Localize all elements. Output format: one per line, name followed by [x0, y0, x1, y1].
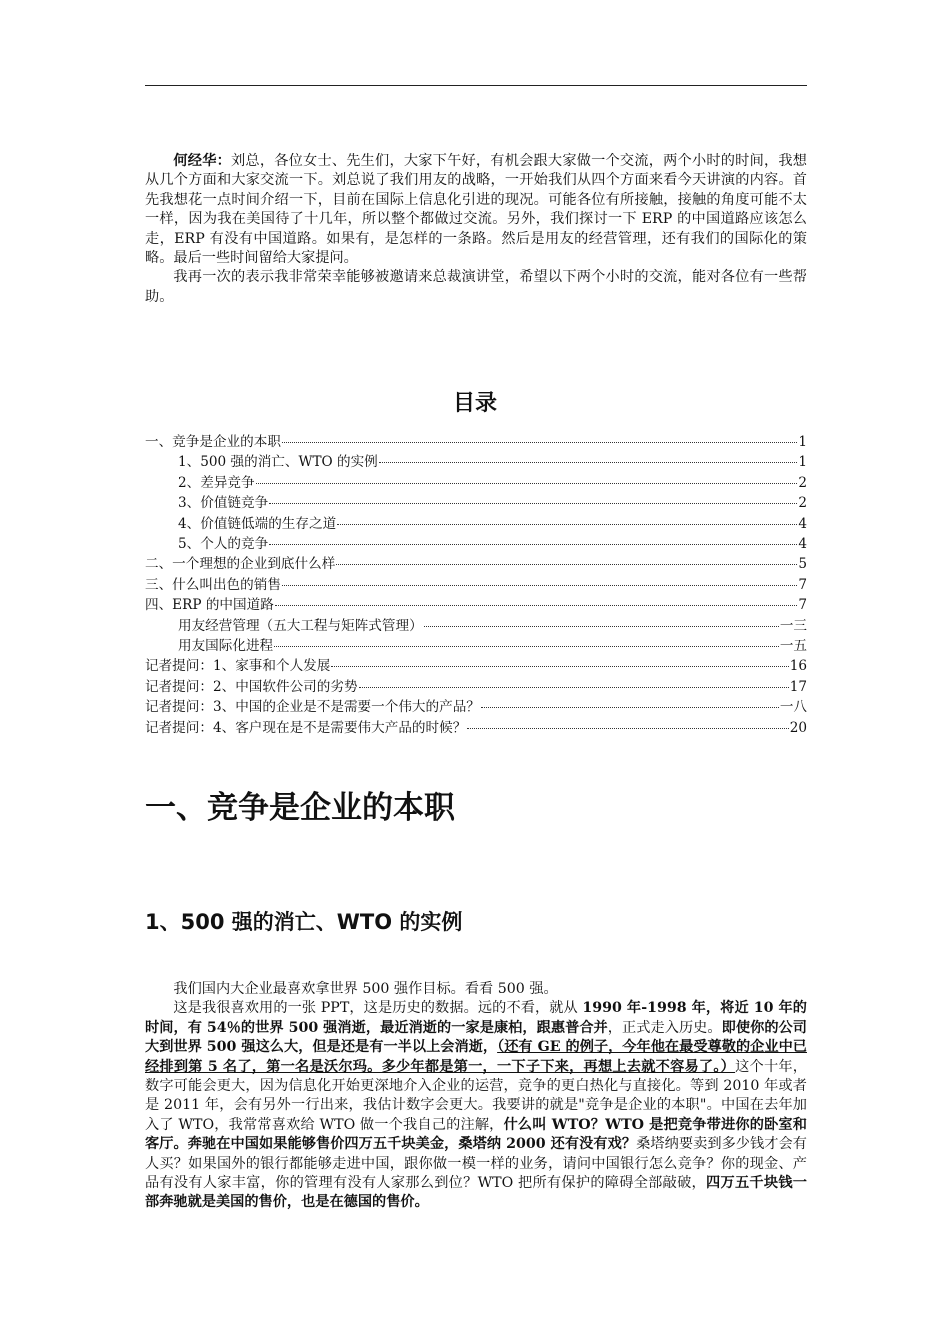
toc-entry-page: 2	[798, 495, 807, 512]
intro-section	[145, 152, 807, 307]
toc-entry-label: 3、价值链竞争	[178, 495, 269, 512]
bold-run: 1990 年-1998 年，将近 10 年的时间，有 54％的世界 500 强消逝，最近消逝的一家是康柏，跟惠普合并	[145, 1000, 807, 1036]
toc-leader-dots	[336, 564, 797, 565]
section-body	[145, 980, 807, 1213]
toc-title: 目录	[452, 391, 497, 416]
toc-leader-dots	[337, 524, 797, 525]
toc-entry-page: 5	[798, 556, 807, 573]
toc-leader-dots	[424, 626, 779, 627]
toc-entry[interactable]	[145, 452, 807, 472]
toc-entry-page: 4	[798, 515, 807, 532]
text-run: ，正式走入历史。	[607, 1019, 722, 1036]
toc-entry-page: 4	[798, 536, 807, 553]
toc-entry-label: 记者提问：2、中国软件公司的劣势	[145, 678, 358, 695]
bold-run: 即使你的公司大到世界 500 强这么大，但是还是有一半以上会消逝，	[145, 1019, 807, 1056]
toc-entry-page: 1	[798, 434, 807, 450]
toc-entry-page: 20	[789, 719, 807, 736]
toc-entry[interactable]	[145, 473, 807, 493]
toc-entry[interactable]	[145, 575, 807, 595]
toc-entry[interactable]	[145, 656, 807, 676]
toc-leader-dots	[269, 503, 797, 504]
toc-entry-page: 7	[798, 597, 807, 614]
header-rule	[145, 85, 807, 86]
toc-leader-dots	[359, 687, 789, 688]
body-paragraph-1: 我们国内大企业最喜欢拿世界 500 强作目标。看看 500 强。	[173, 981, 558, 997]
toc-entry-page: 一三	[779, 617, 807, 634]
text-run: 桑塔纳要卖到多少钱才会有人买？如果国外的银行都能够走进中国，跟你做一模一样的业务，请问中国银行怎么竞争？你的现金、产品有没有人家丰富，你的管理有没有人家那么到位？WTO 把所有保护的障碍全部敲破，	[145, 1136, 807, 1192]
toc-leader-dots	[269, 544, 797, 545]
toc-entry-label: 5、个人的竞争	[178, 536, 269, 553]
toc-entry-label: 记者提问：4、客户现在是不是需要伟大产品的时候？	[145, 719, 467, 736]
bold-run: 什么叫 WTO？WTO 是把竞争带进你的卧室和客厅。奔驰在中国如果能够售价四万五千块美金，桑塔纳 2000 还有没有戏？	[145, 1116, 807, 1153]
toc-entry[interactable]	[145, 514, 807, 534]
toc-entry[interactable]	[145, 534, 807, 554]
subsection-heading: 1、500 强的消亡、WTO 的实例	[145, 910, 463, 934]
toc-entry-label: 二、一个理想的企业到底什么样	[145, 556, 336, 573]
toc-entry-page: 16	[789, 658, 807, 675]
toc-entry-page: 2	[798, 474, 807, 491]
text-run: 这是我很喜欢用的一张 PPT，这是历史的数据。远的不看，就从	[173, 1000, 583, 1017]
text-run: 这个十年，数字可能会更大，因为信息化开始更深地介入企业的运营，竞争的更白热化与直接化。等到 2010 年或者是 2011 年，会有另外一行出来，我估计数字会更大。我要讲的就是"竞争是企业的本职"。中国在去年加入了 WTO，我常常喜欢给 WTO 做一个我自己的注解，	[145, 1058, 807, 1133]
toc-entry-label: 一、竞争是企业的本职	[145, 434, 281, 450]
toc-entry-label: 记者提问：3、中国的企业是不是需要一个伟大的产品？	[145, 699, 480, 716]
section-heading: 一、竞争是企业的本职	[145, 790, 455, 826]
toc-entry[interactable]	[145, 554, 807, 574]
toc-entry[interactable]	[145, 636, 807, 656]
toc-leader-dots	[481, 707, 779, 708]
toc-entry[interactable]	[145, 677, 807, 697]
toc-entry-label: 4、价值链低端的生存之道	[178, 515, 337, 532]
toc-entry-label: 用友国际化进程	[178, 638, 274, 655]
bold-run: 四万五千块钱一部奔驰就是美国的售价，也是在德国的售价。	[145, 1175, 807, 1211]
body-paragraph-2	[145, 999, 807, 1212]
bold-underlined-run: （还有 GE 的例子，今年他在最受尊敬的企业中已经排到第 5 名了，第一名是沃尔玛。多少年都是第一，一下子下来，再想上去就不容易了。）	[145, 1039, 807, 1075]
toc-entry-label: 用友经营管理（五大工程与矩阵式管理）	[178, 617, 423, 634]
table-of-contents	[145, 432, 807, 738]
toc-entry-page: 17	[789, 678, 807, 695]
toc-entry-label: 1、500 强的消亡、WTO 的实例	[178, 454, 378, 471]
intro-text-1: 刘总，各位女士、先生们，大家下午好，有机会跟大家做一个交流，两个小时的时间，我想从几个方面和大家交流一下。刘总说了我们用友的战略，一开始我们从四个方面来看今天讲演的内容。首先我想花一点时间介绍一下，目前在国际上信息化引进的现况。可能各位有所接触，接触的角度可能不太一样，因为我在美国待了十几年，所以整个都做过交流。另外，我们探讨一下 ERP 的中国道路应该怎么走，ERP 有没有中国道路。如果有，是怎样的一条路。然后是用友的经营管理，还有我们的国际化的策略。最后一些时间留给大家提问。	[145, 153, 807, 267]
toc-leader-dots	[274, 646, 779, 647]
toc-entry-page: 7	[798, 576, 807, 593]
toc-entry-page: 1	[798, 454, 807, 471]
toc-entry[interactable]	[145, 493, 807, 513]
toc-entry-page: 一八	[779, 699, 807, 716]
toc-entry-label: 2、差异竞争	[178, 474, 255, 491]
toc-entry[interactable]	[145, 616, 807, 636]
toc-entry-label: 四、ERP 的中国道路	[145, 597, 274, 614]
toc-entry-label: 记者提问：1、家事和个人发展	[145, 658, 331, 675]
toc-entry[interactable]	[145, 432, 807, 452]
intro-paragraph-1	[145, 152, 807, 268]
speaker-label: 何经华：	[173, 153, 232, 169]
toc-entry-page: 一五	[779, 638, 807, 655]
toc-leader-dots	[275, 605, 798, 606]
toc-entry[interactable]	[145, 718, 807, 738]
toc-entry[interactable]	[145, 697, 807, 717]
toc-leader-dots	[379, 462, 798, 463]
toc-leader-dots	[331, 666, 788, 667]
toc-leader-dots	[256, 483, 798, 484]
toc-leader-dots	[282, 585, 797, 586]
toc-entry[interactable]	[145, 595, 807, 615]
toc-leader-dots	[282, 442, 797, 443]
intro-paragraph-2: 我再一次的表示我非常荣幸能够被邀请来总裁演讲堂，希望以下两个小时的交流，能对各位有一些帮助。	[145, 269, 807, 305]
toc-entry-label: 三、什么叫出色的销售	[145, 576, 281, 593]
toc-leader-dots	[467, 728, 788, 729]
